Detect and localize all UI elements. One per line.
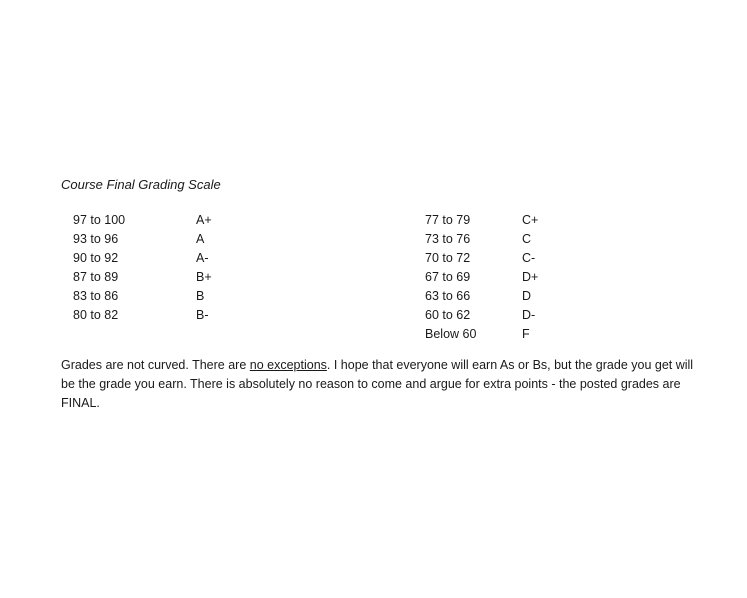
policy-text-continued: . I hope that everyone will earn As or Bs, but the grade you get will be the grade you earn. There is absolutely no reason to come and argue for extra points - the posted grades are FINAL. [61,358,694,410]
score-range: 67 to 69 [425,270,471,284]
letter-grade: A- [196,251,209,265]
score-range: 63 to 66 [425,289,471,303]
score-range: 60 to 62 [425,308,471,322]
letter-grade: B+ [196,270,212,284]
no-exceptions-text: no exceptions [249,358,327,372]
score-range: 77 to 79 [425,213,471,227]
score-range: 87 to 89 [73,270,119,284]
letter-grade: D- [522,308,536,322]
right-range-column [425,211,476,344]
left-range-column [73,211,125,325]
score-range: Below 60 [425,327,477,341]
letter-grade: D [522,289,532,303]
right-grade-column [522,211,538,344]
letter-grade: B- [196,308,209,322]
letter-grade: C+ [522,213,539,227]
left-grade-column [196,211,212,325]
grading-policy-paragraph [61,356,701,413]
score-range: 83 to 86 [73,289,119,303]
letter-grade: B [196,289,205,303]
score-range: 73 to 76 [425,232,471,246]
letter-grade: D+ [522,270,539,284]
letter-grade: F [522,327,530,341]
score-range: 93 to 96 [73,232,119,246]
letter-grade: A [196,232,205,246]
letter-grade: C [522,232,532,246]
score-range: 70 to 72 [425,251,471,265]
letter-grade: C- [522,251,536,265]
letter-grade: A+ [196,213,212,227]
score-range: 90 to 92 [73,251,119,265]
policy-text: Grades are not curved. There are [61,358,250,372]
score-range: 97 to 100 [73,213,126,227]
score-range: 80 to 82 [73,308,119,322]
scale-title: Course Final Grading Scale [61,177,221,192]
